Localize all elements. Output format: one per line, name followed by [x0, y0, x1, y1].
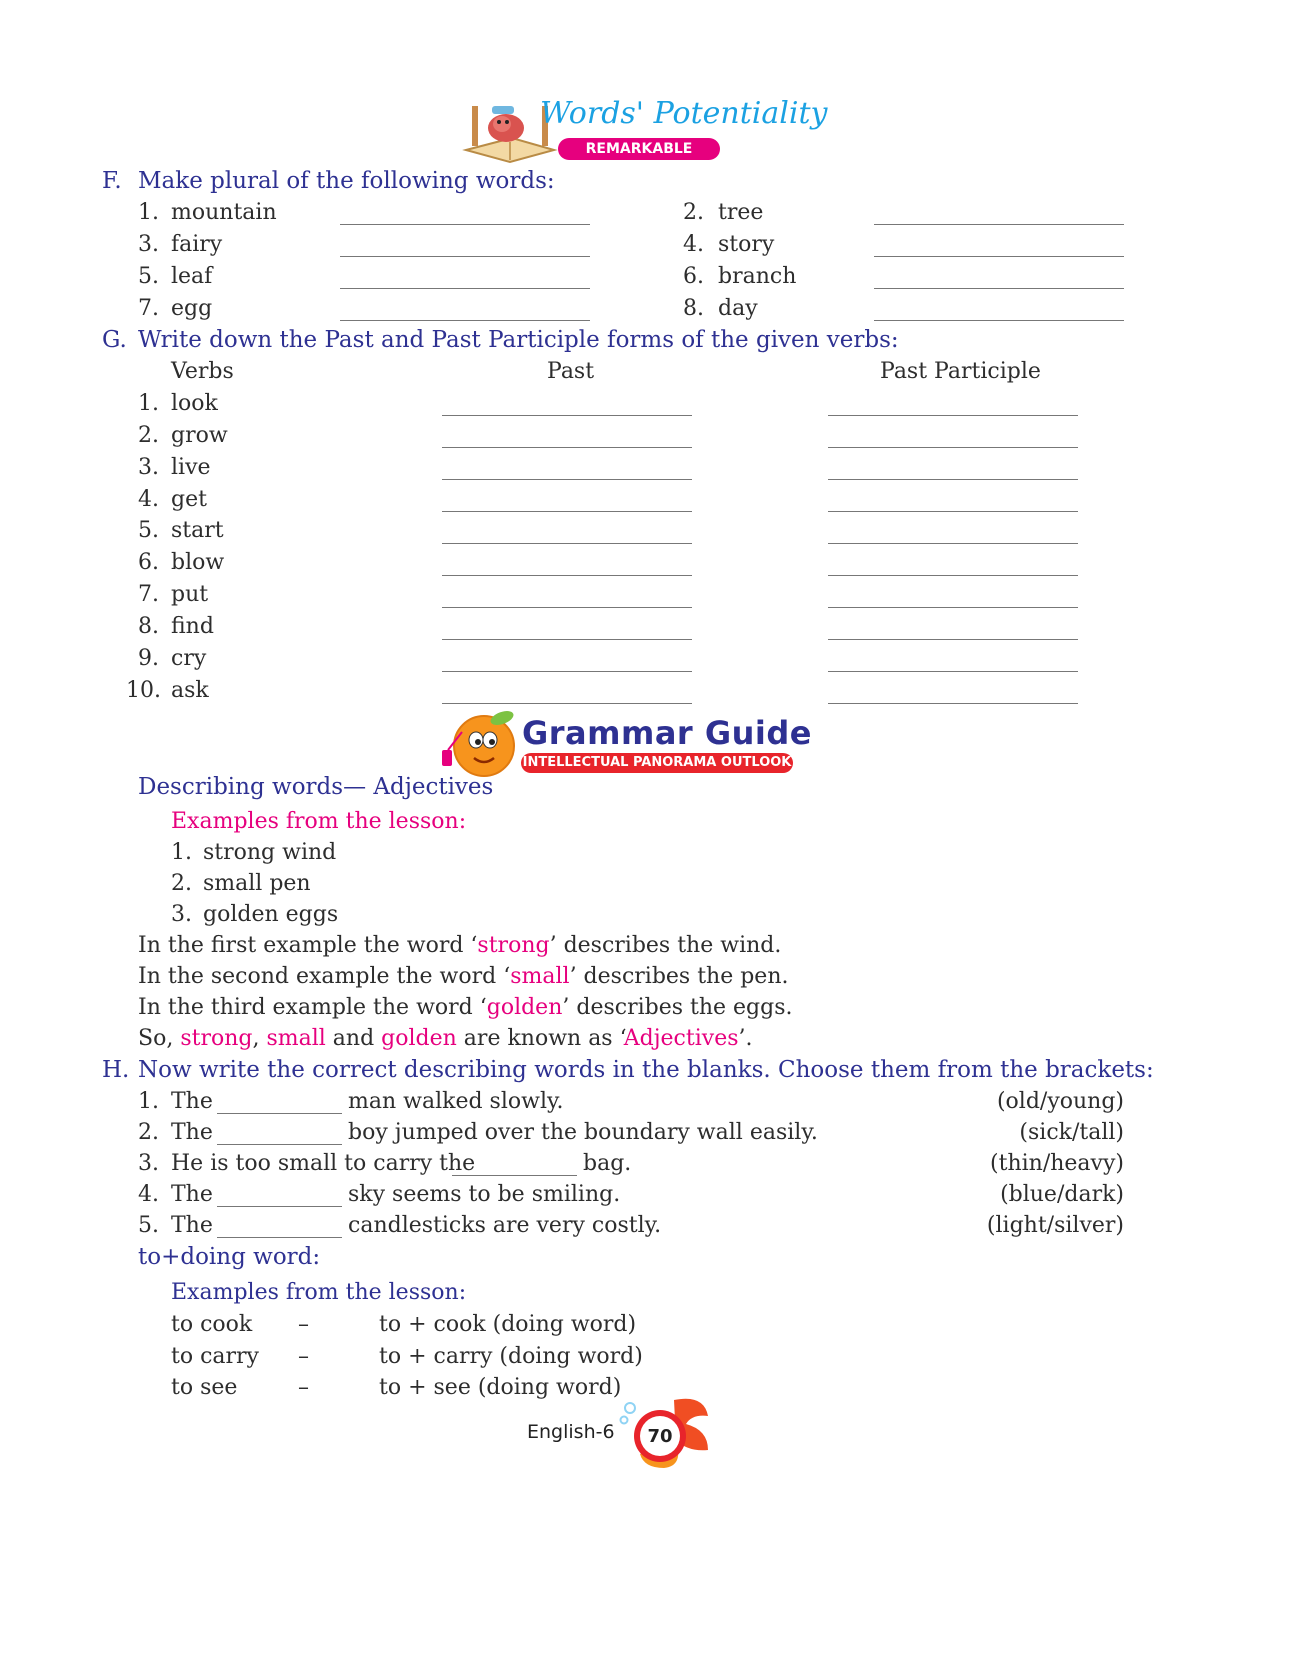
list-number: 3. [138, 455, 159, 480]
list-number: 2. [683, 200, 704, 225]
past-blank[interactable] [442, 639, 692, 640]
sentence-end: boy jumped over the boundary wall easily. [348, 1120, 818, 1145]
dash: – [298, 1344, 309, 1369]
list-number: 8. [138, 614, 159, 639]
sentence-end: bag. [583, 1151, 632, 1176]
grammar-guide-title: Grammar Guide [522, 714, 812, 752]
adjective-blank[interactable] [452, 1175, 577, 1176]
sentence-text: In the first example the word ‘ [138, 933, 478, 958]
to-word: to cook [171, 1312, 253, 1337]
sentence-text: ’. [738, 1026, 753, 1051]
list-number: 2. [171, 871, 192, 896]
highlighted-adjective: small [510, 964, 570, 989]
explanation-sentence [138, 964, 789, 990]
plural-word: egg [171, 296, 213, 321]
word-choices: (old/young) [996, 1089, 1124, 1114]
list-number: 3. [138, 1151, 159, 1176]
sentence-start: The [171, 1120, 213, 1145]
list-number: 5. [138, 518, 159, 543]
page-number: 70 [647, 1426, 673, 1447]
verb: find [171, 614, 214, 639]
plural-word: mountain [171, 200, 277, 225]
answer-blank[interactable] [874, 224, 1124, 225]
past-participle-blank[interactable] [828, 671, 1078, 672]
sentence-start: The [171, 1213, 213, 1238]
sentence-end: candlesticks are very costly. [348, 1213, 662, 1238]
past-blank[interactable] [442, 479, 692, 480]
list-number: 4. [683, 232, 704, 257]
verb: grow [171, 423, 228, 448]
verb: get [171, 487, 207, 512]
sentence-start: He is too small to carry the [171, 1151, 476, 1176]
sentence-end: man walked slowly. [348, 1089, 564, 1114]
word-choices: (light/silver) [986, 1213, 1124, 1238]
adjectives-heading: Describing words— Adjectives [138, 774, 494, 800]
highlighted-adjective: strong [180, 1026, 253, 1051]
past-participle-blank[interactable] [828, 575, 1078, 576]
past-blank[interactable] [442, 511, 692, 512]
sentence-text: In the third example the word ‘ [138, 995, 487, 1020]
example-phrase: strong wind [203, 840, 337, 865]
list-number: 5. [138, 264, 159, 289]
list-number: 1. [138, 200, 159, 225]
sentence-text: ’ describes the wind. [549, 933, 782, 958]
to-explanation: to + see (doing word) [379, 1375, 622, 1400]
adjective-blank[interactable] [217, 1206, 342, 1207]
sentence-text: ’ describes the eggs. [562, 995, 793, 1020]
column-header-past-participle: Past Participle [880, 359, 1041, 384]
past-participle-blank[interactable] [828, 479, 1078, 480]
list-number: 3. [171, 902, 192, 927]
list-number: 8. [683, 296, 704, 321]
verb: live [171, 455, 211, 480]
explanation-sentence [138, 933, 781, 959]
answer-blank[interactable] [874, 288, 1124, 289]
to-explanation: to + carry (doing word) [379, 1344, 643, 1369]
word-choices: (blue/dark) [1000, 1182, 1124, 1207]
section-g-label: G. [102, 327, 127, 353]
answer-blank[interactable] [340, 256, 590, 257]
list-number: 6. [683, 264, 704, 289]
verb: start [171, 518, 224, 543]
list-number: 2. [138, 423, 159, 448]
column-header-verbs: Verbs [171, 359, 234, 384]
to-doing-examples-heading: Examples from the lesson: [171, 1280, 467, 1305]
verb: ask [171, 678, 209, 703]
highlighted-adjective: golden [486, 995, 563, 1020]
word-choices: (sick/tall) [1019, 1120, 1124, 1145]
plural-word: story [718, 232, 775, 257]
answer-blank[interactable] [340, 288, 590, 289]
past-blank[interactable] [442, 703, 692, 704]
dash: – [298, 1312, 309, 1337]
past-blank[interactable] [442, 607, 692, 608]
past-participle-blank[interactable] [828, 703, 1078, 704]
plural-word: tree [718, 200, 764, 225]
intellectual-panorama-badge: INTELLECTUAL PANORAMA OUTLOOK [521, 753, 793, 773]
list-number: 9. [138, 646, 159, 671]
verb: look [171, 391, 218, 416]
past-blank[interactable] [442, 671, 692, 672]
list-number: 7. [138, 296, 159, 321]
list-number: 10. [126, 678, 161, 703]
past-participle-blank[interactable] [828, 639, 1078, 640]
plural-word: day [718, 296, 758, 321]
sentence-end: sky seems to be smiling. [348, 1182, 621, 1207]
sentence-text: ’ describes the pen. [569, 964, 789, 989]
plural-word: fairy [171, 232, 223, 257]
summary-sentence [138, 1026, 753, 1052]
list-number: 1. [138, 391, 159, 416]
plural-word: branch [718, 264, 797, 289]
orange-mascot-icon [432, 706, 522, 782]
sentence-text: are known as ‘ [456, 1026, 624, 1051]
to-word: to carry [171, 1344, 259, 1369]
section-f-instruction: Make plural of the following words: [138, 168, 555, 194]
to-explanation: to + cook (doing word) [379, 1312, 637, 1337]
answer-blank[interactable] [874, 256, 1124, 257]
highlighted-term: Adjectives [623, 1026, 739, 1051]
list-number: 1. [138, 1089, 159, 1114]
highlighted-adjective: strong [477, 933, 550, 958]
list-number: 4. [138, 1182, 159, 1207]
answer-blank[interactable] [340, 224, 590, 225]
column-header-past: Past [547, 359, 595, 384]
examples-heading: Examples from the lesson: [171, 809, 467, 834]
past-blank[interactable] [442, 575, 692, 576]
list-number: 5. [138, 1213, 159, 1238]
words-potentiality-title: Words' Potentiality [540, 96, 828, 131]
past-participle-blank[interactable] [828, 543, 1078, 544]
past-blank[interactable] [442, 447, 692, 448]
dash: – [298, 1375, 309, 1400]
sentence-text: In the second example the word ‘ [138, 964, 511, 989]
sentence-text: and [325, 1026, 382, 1051]
answer-blank[interactable] [874, 320, 1124, 321]
past-participle-blank[interactable] [828, 607, 1078, 608]
example-phrase: small pen [203, 871, 311, 896]
past-participle-blank[interactable] [828, 447, 1078, 448]
verb: blow [171, 550, 225, 575]
highlighted-adjective: small [266, 1026, 326, 1051]
sentence-start: The [171, 1182, 213, 1207]
section-h-label: H. [102, 1057, 130, 1083]
past-blank[interactable] [442, 415, 692, 416]
past-blank[interactable] [442, 543, 692, 544]
sentence-start: The [171, 1089, 213, 1114]
book-name: English-6 [527, 1421, 615, 1443]
section-h-instruction: Now write the correct describing words in the blanks. Choose them from the brackets: [138, 1057, 1154, 1083]
plural-word: leaf [171, 264, 213, 289]
list-number: 4. [138, 487, 159, 512]
list-number: 2. [138, 1120, 159, 1145]
verb: cry [171, 646, 207, 671]
sentence-text: , [252, 1026, 267, 1051]
adjective-blank[interactable] [217, 1113, 342, 1114]
adjective-blank[interactable] [217, 1144, 342, 1145]
list-number: 3. [138, 232, 159, 257]
list-number: 7. [138, 582, 159, 607]
sentence-text: So, [138, 1026, 181, 1051]
list-number: 1. [171, 840, 192, 865]
list-number: 6. [138, 550, 159, 575]
to-word: to see [171, 1375, 238, 1400]
verb: put [171, 582, 209, 607]
past-participle-blank[interactable] [828, 415, 1078, 416]
past-participle-blank[interactable] [828, 511, 1078, 512]
remarkable-study-badge: REMARKABLE STUDY [558, 138, 720, 160]
section-f-label: F. [102, 168, 122, 194]
example-phrase: golden eggs [203, 902, 339, 927]
word-choices: (thin/heavy) [990, 1151, 1124, 1176]
highlighted-adjective: golden [381, 1026, 457, 1051]
section-g-instruction: Write down the Past and Past Participle forms of the given verbs: [138, 327, 899, 353]
explanation-sentence [138, 995, 793, 1021]
to-doing-heading: to+doing word: [138, 1244, 321, 1270]
answer-blank[interactable] [340, 320, 590, 321]
adjective-blank[interactable] [217, 1237, 342, 1238]
